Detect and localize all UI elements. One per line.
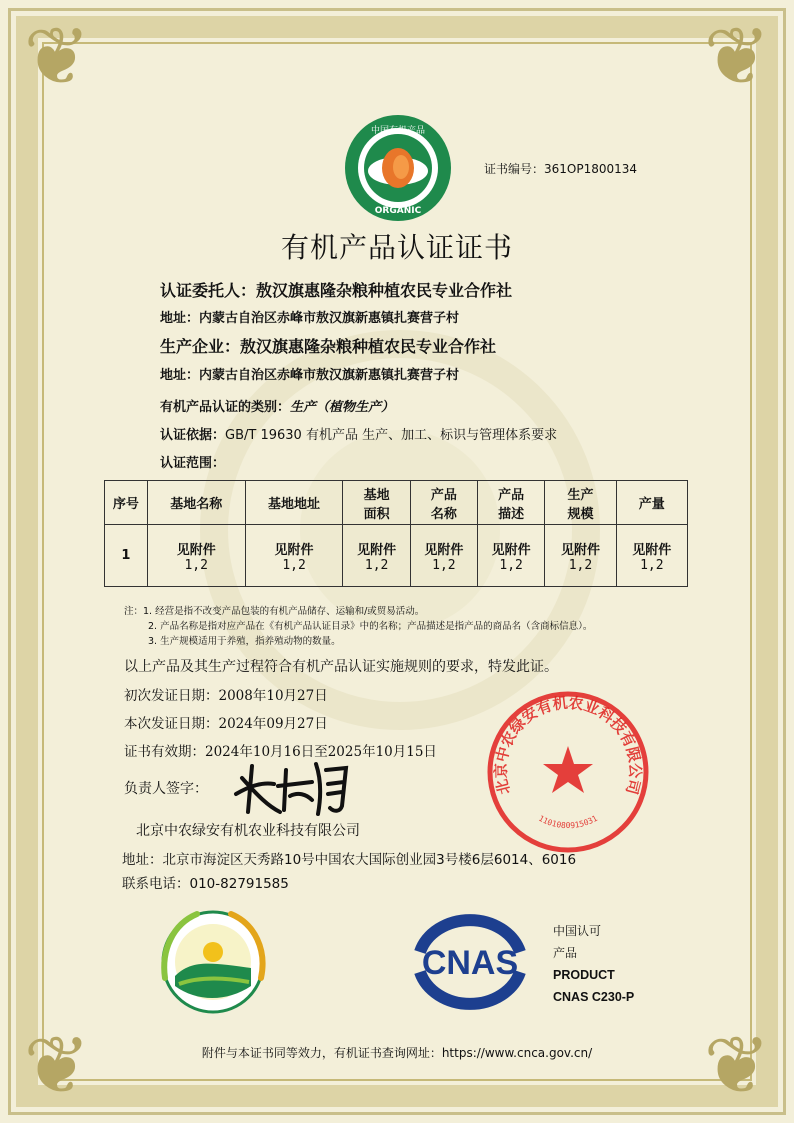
svg-text:中国有机产品: 中国有机产品 [370, 126, 426, 136]
signature-label: 负责人签字： [124, 781, 208, 797]
china-organic-logo-icon [343, 113, 453, 223]
table-cell: 见附件 1,2 [147, 525, 245, 587]
note-item: 2. 产品名称是指对应产品在《有机产品认证目录》中的名称；产品描述是指产品的商品名（含商标信息）。 [148, 621, 593, 632]
table-header-cell: 生产 规模 [545, 481, 616, 525]
notes [124, 604, 592, 649]
cnas-logo-icon [400, 912, 540, 1010]
stamp-star-icon [543, 746, 593, 793]
footer-note: 附件与本证书同等效力，有机证书查询网址：https://www.cnca.gov.cn/ [201, 1046, 593, 1060]
corner-ornament-icon: ❦ [23, 1019, 91, 1112]
table-row [105, 525, 688, 587]
svg-text:CNAS: CNAS [421, 944, 519, 982]
table-cell: 见附件 1,2 [410, 525, 477, 587]
basis-line: 认证依据：GB/T 19630 有机产品 生产、加工、标识与管理体系要求 [160, 428, 558, 443]
corner-ornament-icon: ❦ [703, 10, 771, 103]
table-header-cell: 产量 [616, 481, 687, 525]
official-stamp [484, 688, 652, 856]
green-food-logo-icon [157, 906, 273, 1016]
handwritten-signature [228, 756, 358, 820]
issuer-name: 北京中农绿安有机农业科技有限公司 [136, 823, 360, 839]
category-line: 有机产品认证的类别：生产（植物生产） [160, 400, 395, 415]
conformity-statement: 以上产品及其生产过程符合有机产品认证实施规则的要求，特发此证。 [124, 659, 558, 675]
table-header-cell: 基地 面积 [343, 481, 410, 525]
table-cell-index: 1 [105, 525, 148, 587]
svg-text:北京中农绿安有机农业科技有限公司: 北京中农绿安有机农业科技有限公司 [491, 693, 645, 797]
issuer-address: 地址：北京市海淀区天秀路10号中国农大国际创业园3号楼6层6014、6016 [122, 852, 577, 868]
client-line: 认证委托人：敖汉旗惠隆杂粮种植农民专业合作社 [160, 281, 513, 300]
table-header-cell: 基地地址 [245, 481, 343, 525]
table-header-cell: 产品 描述 [478, 481, 545, 525]
table-header-row [105, 481, 688, 525]
corner-ornament-icon: ❦ [23, 10, 91, 103]
producer-address-line: 地址：内蒙古自治区赤峰市敖汉旗新惠镇扎赛营子村 [160, 368, 460, 383]
scope-table [104, 480, 688, 587]
certificate-number: 证书编号：361OP1800134 [484, 162, 638, 176]
certificate-title: 有机产品认证证书 [280, 231, 513, 264]
note-item: 3. 生产规模适用于养殖，指养殖动物的数量。 [148, 636, 341, 647]
table-cell: 见附件 1,2 [545, 525, 616, 587]
table-header-cell: 基地名称 [147, 481, 245, 525]
table-cell: 见附件 1,2 [616, 525, 687, 587]
table-cell: 见附件 1,2 [245, 525, 343, 587]
note-item: 注：1. 经营是指不改变产品包装的有机产品储存、运输和/或贸易活动。 [124, 606, 425, 617]
svg-text:ORGANIC: ORGANIC [374, 206, 422, 216]
table-cell: 见附件 1,2 [478, 525, 545, 587]
scope-label: 认证范围： [160, 456, 226, 471]
table-header-cell: 序号 [105, 481, 148, 525]
first-issue-date: 初次发证日期：2008年10月27日 [124, 688, 328, 704]
validity-period: 证书有效期：2024年10月16日至2025年10月15日 [124, 744, 437, 760]
svg-text:1101080915031: 1101080915031 [537, 813, 599, 831]
current-issue-date: 本次发证日期：2024年09月27日 [124, 716, 328, 732]
table-cell: 见附件 1,2 [343, 525, 410, 587]
cnas-accreditation-text: 中国认可 产品 PRODUCT CNAS C230-P [553, 924, 635, 1004]
corner-ornament-icon: ❦ [703, 1019, 771, 1112]
issuer-phone: 联系电话：010-82791585 [122, 876, 289, 892]
client-address-line: 地址：内蒙古自治区赤峰市敖汉旗新惠镇扎赛营子村 [160, 311, 460, 326]
table-header-cell: 产品 名称 [410, 481, 477, 525]
producer-line: 生产企业：敖汉旗惠隆杂粮种植农民专业合作社 [160, 337, 497, 356]
